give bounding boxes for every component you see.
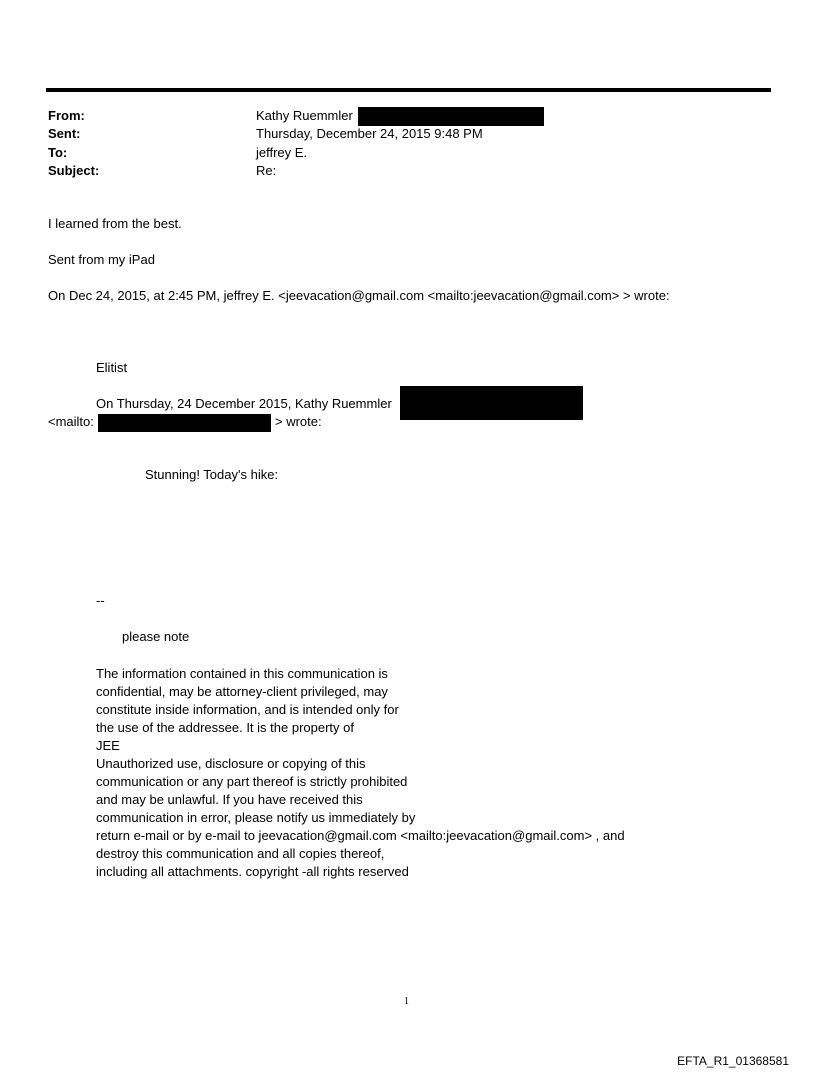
mailto-prefix: <mailto: — [48, 414, 94, 429]
please-note-text: please note — [122, 629, 190, 644]
header-rule — [46, 88, 771, 92]
subject-label: Subject: — [48, 163, 100, 178]
elitist-text: Elitist — [96, 360, 128, 375]
disclaimer-line: including all attachments. copyright -all rights reserved — [96, 864, 409, 879]
disclaimer-line: destroy this communication and all copies thereof, — [96, 846, 385, 861]
disclaimer-line: return e-mail or by e-mail to jeevacation@gmail.com <mailto:jeevacation@gmail.com> , and — [96, 828, 625, 843]
disclaimer-line: constitute inside information, and is intended only for — [96, 702, 399, 717]
from-value: Kathy Ruemmler — [256, 108, 353, 123]
redaction-nested-email — [400, 386, 583, 420]
disclaimer-paragraph — [96, 665, 625, 881]
signature-text: Sent from my iPad — [48, 252, 155, 267]
subject-value: Re: — [256, 163, 277, 178]
to-value: jeffrey E. — [256, 145, 308, 160]
redaction-mailto — [98, 414, 271, 432]
redaction-from-email — [358, 107, 544, 126]
disclaimer-line: JEE — [96, 738, 120, 753]
disclaimer-line: confidential, may be attorney-client privileged, may — [96, 684, 388, 699]
wrote-suffix: > wrote: — [275, 414, 322, 429]
sent-value: Thursday, December 24, 2015 9:48 PM — [256, 126, 483, 141]
disclaimer-line: communication in error, please notify us immediately by — [96, 810, 416, 825]
from-label: From: — [48, 108, 85, 123]
disclaimer-line: the use of the addressee. It is the property of — [96, 720, 354, 735]
sent-label: Sent: — [48, 126, 81, 141]
disclaimer-line: The information contained in this communication is — [96, 666, 388, 681]
disclaimer-line: Unauthorized use, disclosure or copying of this — [96, 756, 366, 771]
reply-text: I learned from the best. — [48, 216, 182, 231]
nested-quote-header: On Thursday, 24 December 2015, Kathy Ruemmler — [96, 396, 392, 411]
disclaimer-line: and may be unlawful. If you have received this — [96, 792, 363, 807]
document-id: EFTA_R1_01368581 — [677, 1054, 789, 1068]
disclaimer-line: communication or any part thereof is strictly prohibited — [96, 774, 408, 789]
quote-header: On Dec 24, 2015, at 2:45 PM, jeffrey E. <jeevacation@gmail.com <mailto:jeevacation@gmail.com> > wrote: — [48, 288, 670, 303]
page-number: 1 — [404, 996, 409, 1007]
to-label: To: — [48, 145, 68, 160]
stunning-text: Stunning! Today's hike: — [145, 467, 279, 482]
signature-separator: -- — [96, 593, 105, 608]
